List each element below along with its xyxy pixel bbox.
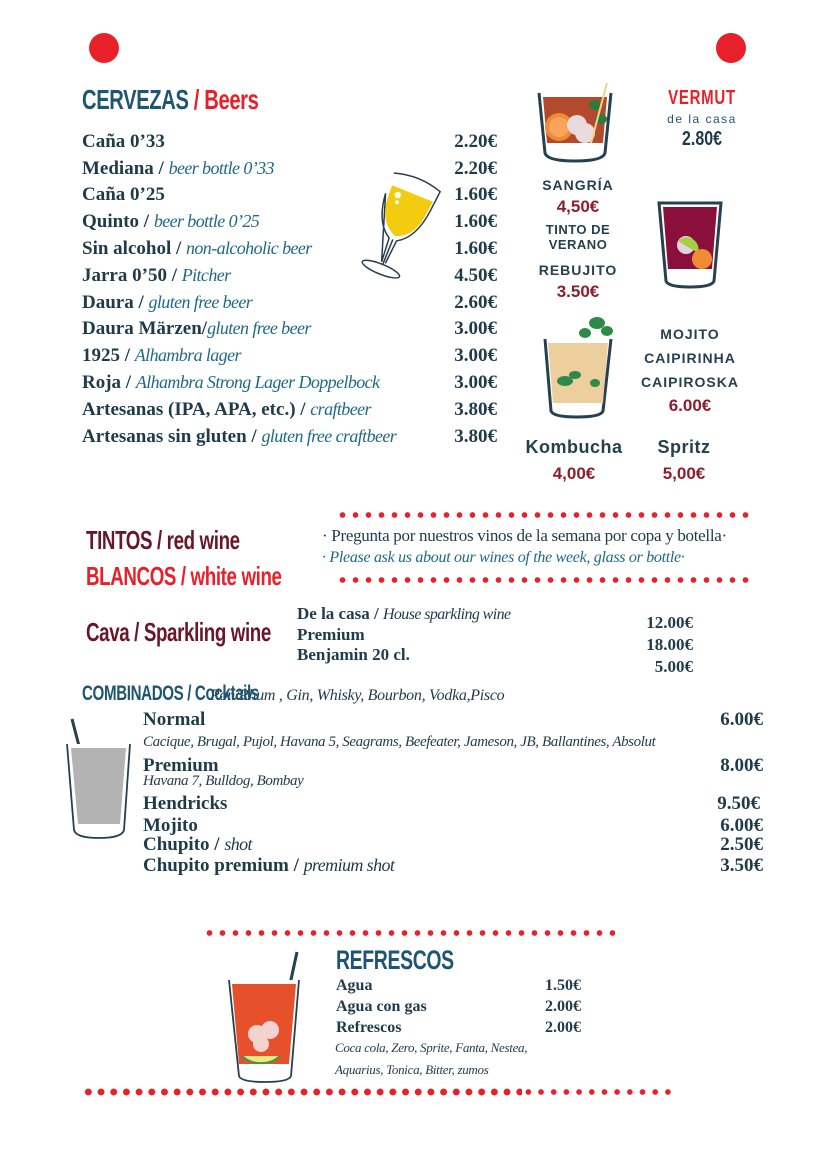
list-item	[297, 645, 511, 665]
item-name: Jarra 0’50 /	[82, 265, 182, 286]
item-sub: shot	[224, 834, 252, 854]
caipirinha-line: CAIPIRINHA	[644, 350, 736, 366]
item-sub: gluten free craftbeer	[261, 426, 397, 446]
cocktail-glass-icon	[64, 716, 134, 842]
item-sub: Alhambra lager	[134, 345, 241, 365]
item-price: 2.20€	[454, 131, 497, 152]
item-name: De la casa /	[297, 604, 383, 623]
list-item	[82, 399, 497, 425]
item-price: 3.00€	[454, 372, 497, 393]
item-name: Premium	[143, 755, 219, 776]
beer-glass-icon	[350, 172, 450, 287]
list-item	[336, 1019, 581, 1037]
sangria-block	[518, 177, 638, 302]
tinto-title: TINTO DE VERANO	[545, 222, 611, 252]
item-price: 1.60€	[454, 238, 497, 259]
rebujito-price: 3.50€	[556, 282, 600, 301]
item-sub: craftbeer	[310, 399, 371, 419]
mojito-line: MOJITO	[660, 326, 720, 342]
soft-drink-brands-1: Coca cola, Zero, Sprite, Fanta, Nestea,	[335, 1040, 528, 1055]
item-price: 4.50€	[454, 265, 497, 286]
mojito-group-price: 6.00€	[668, 396, 712, 415]
rebujito-title: REBUJITO	[538, 262, 618, 278]
dotted-divider	[203, 930, 615, 936]
vermut-block	[652, 87, 752, 151]
item-price: 3.00€	[454, 318, 497, 339]
item-price: 3.00€	[454, 345, 497, 366]
beers-title-main: CERVEZAS	[82, 84, 189, 115]
dotted-divider	[82, 1088, 522, 1096]
item-price: 2.00€	[545, 1019, 581, 1036]
item-name: Caña 0’33	[82, 131, 165, 152]
cocktails-spirits: Ron/Rhum , Gin, Whisky, Bourbon, Vodka,Pisco	[210, 687, 505, 704]
item-name: Quinto /	[82, 211, 154, 232]
list-item	[336, 977, 581, 995]
vermut-title: VERMUT	[668, 87, 736, 109]
cava-list	[297, 604, 511, 665]
list-item	[143, 709, 763, 731]
beers-title	[82, 84, 259, 116]
list-item	[82, 372, 497, 398]
wine-note-es: · Pregunta por nuestros vinos de la semana por copa y botella·	[322, 526, 727, 545]
item-name: Daura /	[82, 292, 149, 313]
dotted-divider	[336, 512, 752, 518]
item-name: Artesanas sin gluten /	[82, 426, 262, 447]
beers-title-sep: /	[188, 84, 205, 115]
item-name: Chupito /	[143, 834, 225, 855]
item-price: 3.50€	[720, 855, 763, 876]
item-name: Refrescos	[336, 1019, 402, 1036]
kombucha-price: 4,00€	[552, 464, 596, 483]
item-name: Premium	[297, 625, 365, 644]
kombucha-title: Kombucha	[525, 437, 623, 457]
item-price: 2.20€	[454, 158, 497, 179]
decor-dot-right	[716, 33, 746, 63]
list-item	[143, 834, 763, 856]
item-price: 6.00€	[720, 815, 763, 836]
normal-brands: Cacique, Brugal, Pujol, Havana 5, Seagrams, Beefeater, Jameson, JB, Ballantines, Absolut	[143, 734, 656, 750]
cava-prices	[620, 612, 693, 678]
item-name: Mediana /	[82, 158, 169, 179]
item-price: 2.60€	[454, 292, 497, 313]
item-name: Benjamin 20 cl.	[297, 645, 410, 664]
item-price: 1.50€	[545, 977, 581, 994]
list-item	[297, 625, 511, 645]
list-item	[82, 318, 497, 344]
list-item	[143, 855, 763, 877]
item-price: 18.00€	[646, 635, 693, 654]
item-price: 3.80€	[454, 426, 497, 447]
tintos-heading: TINTOS / red wine	[86, 525, 240, 555]
item-name: Artesanas (IPA, APA, etc.) /	[82, 399, 311, 420]
dotted-divider	[336, 577, 752, 583]
blancos-heading: BLANCOS / white wine	[86, 561, 282, 591]
item-price: 2.00€	[545, 998, 581, 1015]
spritz-block	[634, 437, 734, 484]
item-name: 1925 /	[82, 345, 135, 366]
mojito-group-block	[640, 322, 740, 416]
premium-brands: Havana 7, Bulldog, Bombay	[143, 773, 304, 789]
item-sub: premium shot	[303, 855, 395, 875]
sangria-glass-icon	[535, 83, 615, 165]
item-price: 1.60€	[454, 184, 497, 205]
vermut-sub: de la casa	[667, 112, 737, 126]
list-item	[82, 292, 497, 318]
cocktails-title: COMBINADOS / Cocktails	[82, 682, 259, 705]
item-name: Caña 0’25	[82, 184, 165, 205]
item-name: Sin alcohol /	[82, 238, 186, 259]
list-item	[82, 426, 497, 452]
item-price: 12.00€	[646, 613, 693, 632]
item-price: 8.00€	[720, 755, 763, 776]
item-sub: House sparkling wine	[382, 606, 511, 623]
item-name: Hendricks	[143, 793, 228, 814]
item-price: 9.50€	[717, 793, 760, 814]
list-item	[82, 131, 497, 157]
item-sub: beer bottle 0’33	[168, 158, 274, 178]
soft-drink-glass-icon	[225, 948, 303, 1084]
item-name: Chupito premium /	[143, 855, 304, 876]
item-name: Mojito	[143, 815, 198, 836]
refrescos-title: REFRESCOS	[336, 945, 454, 975]
soft-drink-brands-2: Aquarius, Tonica, Bitter, zumos	[335, 1062, 489, 1077]
spritz-price: 5,00€	[662, 464, 706, 483]
kombucha-block	[524, 437, 624, 484]
beers-title-en: Beers	[204, 84, 259, 115]
tinto-glass-icon	[656, 199, 724, 291]
spritz-title: Spritz	[657, 437, 711, 457]
caipiroska-line: CAIPIROSKA	[641, 374, 739, 390]
item-sub: Pitcher	[181, 265, 231, 285]
item-sub: gluten free beer	[207, 318, 311, 338]
item-price: 3.80€	[454, 399, 497, 420]
item-name: Daura Märzen/	[82, 318, 208, 339]
item-sub: Alhambra Strong Lager Doppelbock	[135, 372, 380, 392]
dotted-divider	[522, 1089, 674, 1095]
vermut-price: 2.80€	[681, 128, 723, 150]
item-name: Agua	[336, 977, 373, 994]
decor-dot-left	[89, 33, 119, 63]
item-name: Agua con gas	[336, 998, 427, 1015]
list-item	[82, 345, 497, 371]
item-sub: beer bottle 0’25	[153, 211, 260, 231]
item-sub: gluten free beer	[148, 292, 253, 312]
sangria-title: SANGRÍA	[542, 177, 614, 193]
item-name: Normal	[143, 709, 206, 730]
wine-note-en: · Please ask us about our wines of the week, glass or bottle·	[322, 549, 685, 566]
item-name: Roja /	[82, 372, 136, 393]
cocktails-header	[82, 682, 504, 706]
cava-heading: Cava / Sparkling wine	[86, 617, 271, 647]
sangria-price: 4,50€	[556, 197, 600, 216]
item-price: 5.00€	[654, 657, 693, 676]
list-item	[297, 604, 511, 625]
mojito-glass-icon	[537, 311, 617, 421]
item-price: 1.60€	[454, 211, 497, 232]
item-sub: non-alcoholic beer	[186, 238, 312, 258]
item-price: 2.50€	[720, 834, 763, 855]
list-item	[336, 998, 581, 1016]
list-item	[143, 793, 760, 815]
item-price: 6.00€	[720, 709, 763, 730]
